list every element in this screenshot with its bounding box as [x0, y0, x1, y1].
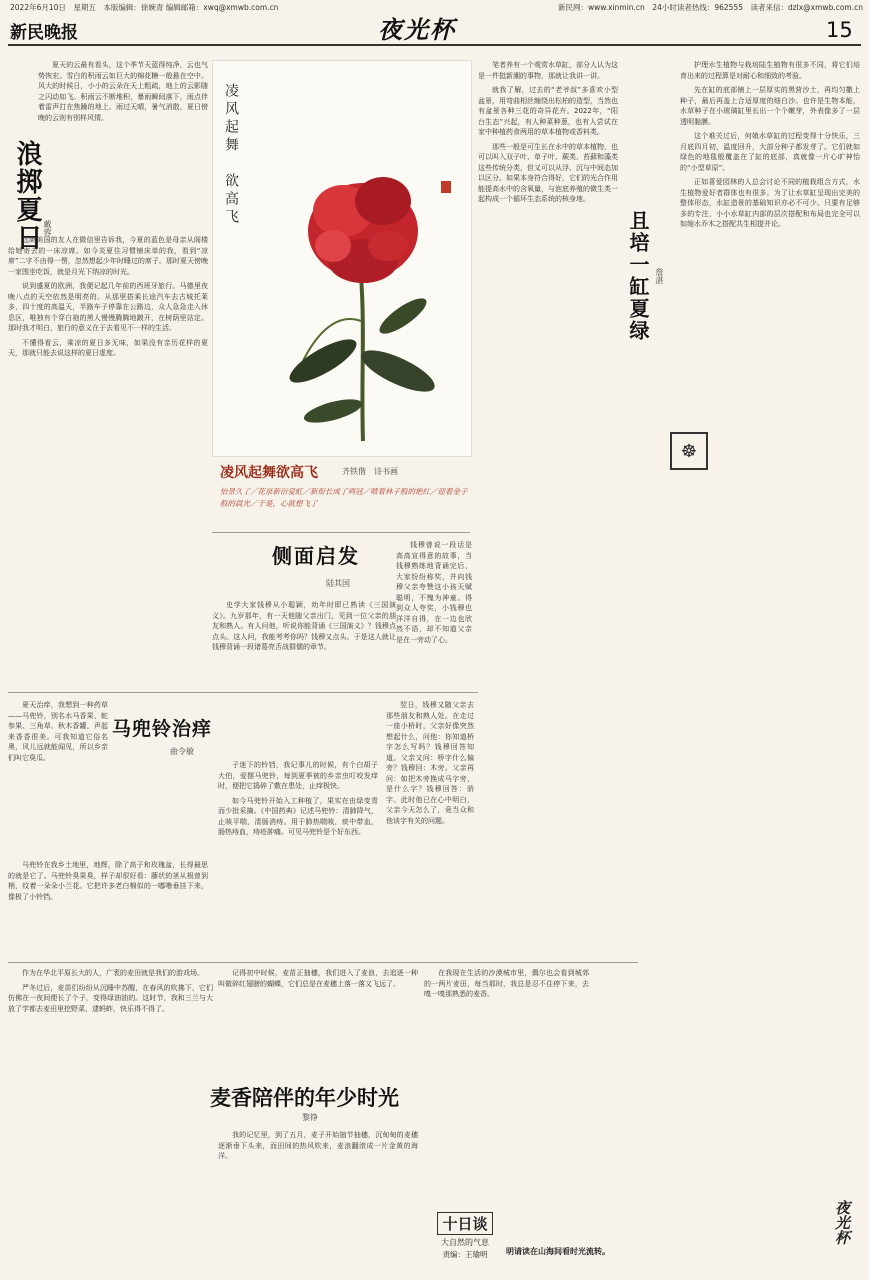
maixiang-paragraph: 记得初中时候，麦苗正抽穗，我们进入了麦浪，去追逐一种叫做碎红翅膀的蝴蝶，它们总是在麦穗上落一落又飞远了。 [218, 969, 418, 988]
painting-inscription: 凌风起舞 欲高飞 [223, 83, 239, 227]
painting-poem: 怡景久了／花泉新衍爱虹／新衔长成了鸡冠／喷着林子般的艳红／迎着金子般的晨光／于是，心就想飞了 [220, 487, 468, 508]
qiedai-body-col1 [478, 60, 618, 940]
qiedai-paragraph: 护理水生植物与栽培陆生植物有很多不同，将它们培育出来的过程算是对耐心和细致的考验。 [680, 61, 860, 80]
decorative-stamp-icon: ☸ [670, 432, 708, 470]
cemian-body [212, 600, 396, 695]
column-title: 十日谈 [437, 1212, 492, 1235]
langji-paragraph: 夏天的云最有看头，这个季节天蓝得纯净，云也气势恢宏。雪白的积雨云如巨大的棉花糖一般悬在空中。风大的时候日，小小的云朵在天上粗疏，地上的云影随之闪动如飞。积雨云不断堆积，暴雨瞬间落下，雨点伴着雷声打在焦躁的地上。雨过天晴，暑气消散，夏日傍晚的云则有别样风情。 [38, 61, 208, 122]
section-name: 夜光杯 [378, 15, 456, 44]
qiedai-paragraph: 就我了解，过去的“老爷叔”多喜欢小型盆景，用弯曲相丝缠绕出松柏的造型，当然也有盆景各种三花的奇异花卉。2022年，“阳台生态”兴起，有人种菜种葱，也有人尝试在家中种植药食两用的草本植物或香料类。 [478, 86, 618, 136]
madou-title: 马兜铃治痒 [112, 718, 213, 740]
langji-paragraph: 说到盛夏的欧洲，我便记起几年前的西班牙旅行。马德里夜晚八点的天空依然是明亮的。从那里搭乘长途汽车去古城托莱多，四十度的高温天，半路车子停靠在公路边，众人急急走入休息区，唯独有个穿白袍的黑人慢慢腾腾地踱开，在树荫里站定。那时我才明白，旅行的意义在于去看见不一样的生活。 [8, 282, 208, 332]
column-topic: 大自然的气息 [441, 1238, 489, 1247]
cemian-body-lower [386, 700, 474, 960]
langji-paragraph: 远眺美国的友人在微信里告诉我，今夏的蓝色是母亲从阁楼给她寄去的一床凉席。如今炎夏住习惯铺床单的我，看到“凉席”二字不由得一愣，忽然想起少年时睡过的席子。那时夏天傍晚一家围坐吃饭，就是月光下纳凉的时光。 [8, 236, 208, 276]
cemian-title: 侧面启发 [272, 544, 360, 568]
paper-name: 新民晚报 [10, 23, 78, 43]
langji-title: 浪掷夏日 [12, 140, 42, 252]
madou-paragraph: 马兜铃在我乡土地里，地辉，除了高子和玫瑰盆，长得最思的就是它了。马兜铃臭果臭，样子却很好看：藤状的茎从根曾到梢，纹着一朵朵小兰花。它把许多老白棉似的一嘟噜垂挂下来，像极了小铃铛。 [8, 861, 208, 901]
maixiang-title: 麦香陪伴的年少时光 [210, 1085, 399, 1110]
column-editor: 责编：王瑜明 [442, 1250, 488, 1259]
madou-paragraph: 子迷下的铃铛，我记事儿的时候，有个白胡子大伯，爱摆马兜铃，每到夏季被的乡亲虫叮咬发痒时，便把它捣碎了敷在患处，止痒极快。 [218, 761, 378, 790]
qiedai-paragraph: 那些一般是可生长在水中的草本植物，也可以叫入双子叶、单子叶、蕨类、苔藓和藻类这些传统分类，但又可以从浮、沉与中间态加以区分。如果本身符合得好，它们的光合作用能提高水中的含氧量，与泡底养殖的微生类一起构成一个循环生态系统的核身地。 [478, 142, 618, 203]
qiedai-paragraph: 先在缸的底部铺上一层厚实的黑营沙土，再均匀撒上种子，最后再盖上合适厚度的细白沙。也许是生物本能，水草种子在小玻璃缸里长出一个个嫩芽，外表像多了一层透明黏膜。 [680, 86, 860, 126]
qiedai-paragraph: 笔者养有一个观赏水草缸，部分人认为这是一件挺新潮的事物，那就让我讲一讲。 [478, 61, 618, 80]
maixiang-paragraph: 严冬过后，麦苗们纷纷从沉睡中苏醒，在春风的吹拂下，它们仿佛在一夜间便长了个子，变得绿油油的。这时节，我和三兰与大放了学都去麦田里挖野菜、逮蚂蚱，快乐得不得了。 [8, 983, 213, 1013]
cemian-body-right [396, 540, 472, 690]
qiedai-title: 且培一缸夏绿 [626, 210, 650, 342]
column-footer: 明请读在山海间看时光流转。 [506, 1247, 610, 1256]
cemian-paragraph: 史学大家钱穆从小聪颖，幼年时即已熟读《三国演义》。九岁那年，有一天他随父亲出门，见到一位父亲的朋友和熟人。有人问他，听说你能背诵《三国演义》？钱穆点点头。这人问，我能考考你吗？钱穆又点头。于是这人就让钱穆背诵一段诸葛亮舌战群儒的章节。 [212, 601, 396, 651]
maixiang-body-col2 [218, 968, 418, 1073]
mid-divider [8, 692, 478, 693]
header-divider [8, 44, 861, 46]
cemian-author: 陆其国 [326, 579, 350, 588]
qiedai-paragraph: 这个难关过后，何娘水草缸的过程变得十分快乐，三月底四月初，温度回升，大部分种子都发芽了。它们就如绿色的地毯般覆盖在了缸的底部，真就像一片心旷神怡的“小型草原”。 [680, 132, 860, 172]
date-line: 2022年6月10日 星期五 本版编辑：徐婉青 编辑邮箱：xwq@xmwb.com.cn [10, 3, 279, 12]
painting-title: 凌风起舞欲高飞 [220, 465, 318, 481]
corner-logo: 夜光杯 [833, 1200, 851, 1245]
painting-credit: 齐铁偕 诗书画 [342, 467, 398, 476]
maixiang-author: 黎铮 [302, 1113, 318, 1122]
qiedai-author: 詹湛 [655, 268, 664, 284]
lower-divider [8, 962, 638, 963]
madou-paragraph: 夏天治痒，我想到一种药草——马兜铃，别名水马香果、蛇参果、三角草、秋木香罐，声起来香香很美。可我知道它俗名奥，风儿远就能闻见，所以乡亲们叫它臭瓜。 [8, 701, 108, 762]
langji-author: 戴蓉 [43, 220, 52, 236]
maixiang-paragraph: 作为在华北平原长大的人，广袤的麦田就是我们的游戏场。 [22, 969, 204, 977]
page-number: 15 [826, 18, 853, 42]
qiedai-paragraph: 正如喜爱园林的人总会讨论不同的植栽组合方式，水生植物爱好者群体也有很多。为了让水草缸呈现出完美的整体形态，水缸造景的基础知识亦必不可少。只要有足够多的专注，小小水草缸内部的层次搭配和布局也完全可以如缩水乔木之搭配共生相提并论。 [680, 178, 860, 228]
cemian-paragraph: 翌日，钱穆又随父亲去那些朋友和熟人处。在走过一座小桥时，父亲好像突然想起什么，问他：你知道桥字怎么写吗？钱穆回答知道。父亲又问：桥字什么偏旁？钱穆回：木旁。父亲再问：如把木旁换成马字旁，是什么字？钱穆回答：骄字。此时他已在心中明白，父亲今天怎么了，竟当众和他谈字有关的问题。 [386, 701, 474, 825]
painting-divider [212, 532, 470, 533]
maixiang-body-col4 [424, 968, 589, 1208]
maixiang-paragraph: 我的记忆里，到了五月，麦子开始抽节抽穗，沉甸甸的麦穗逐渐垂下头来，而田间的热风吹来，麦浪翻滚成一片金黄的海洋。 [218, 1131, 418, 1160]
madou-author: 曲令敏 [170, 747, 194, 756]
qiedai-body-col2 [680, 60, 860, 700]
painting [212, 60, 472, 457]
langji-paragraph: 不懂得看云，乘凉的夏日多无味，如果没有亲历花样的夏天，那就只能去说这样的夏日虚度。 [8, 338, 208, 357]
madou-body-right [218, 760, 378, 960]
site-line[interactable]: 新民网：www.xinmin.cn 24小时读者热线：962555 读者来信：dzlx@xmwb.com.cn [558, 3, 863, 12]
cockscomb-flower-image [213, 61, 471, 456]
madou-paragraph: 如今马兜铃开始入工种植了，果实在由绿变青而少批采摘。《中国药典》记述马兜铃：清肺降气，止咳平喘，清肠消痔。用于肺热喘咳，痰中带血，肠热痔血，痔疮肿痛。可见马兜铃是个好东西。 [218, 796, 378, 836]
column-box [424, 1212, 506, 1266]
cemian-paragraph: 钱穆曾说一段话是高高宣得意的故事，当钱穆熟练地背诵完后，大家纷纷称奖，并向钱穆父亲夸赞这小孩天赋聪明，不愧为神童。得到众人夸奖，小钱穆也洋洋自得，在一边也欣然不语，却不知道父亲是在一旁动了心。 [396, 541, 472, 644]
maixiang-paragraph: 在我现在生活的沙漠城市里，偶尔也会看到城郊的一两片麦田，每当那时，我总是忍不住停下来，去嗅一嗅那熟悉的麦香。 [424, 969, 589, 998]
langji-body-lower [8, 235, 208, 675]
maixiang-body-col1 [8, 968, 213, 1268]
madou-body-mid [8, 860, 208, 960]
maixiang-body-col3 [218, 1130, 418, 1270]
